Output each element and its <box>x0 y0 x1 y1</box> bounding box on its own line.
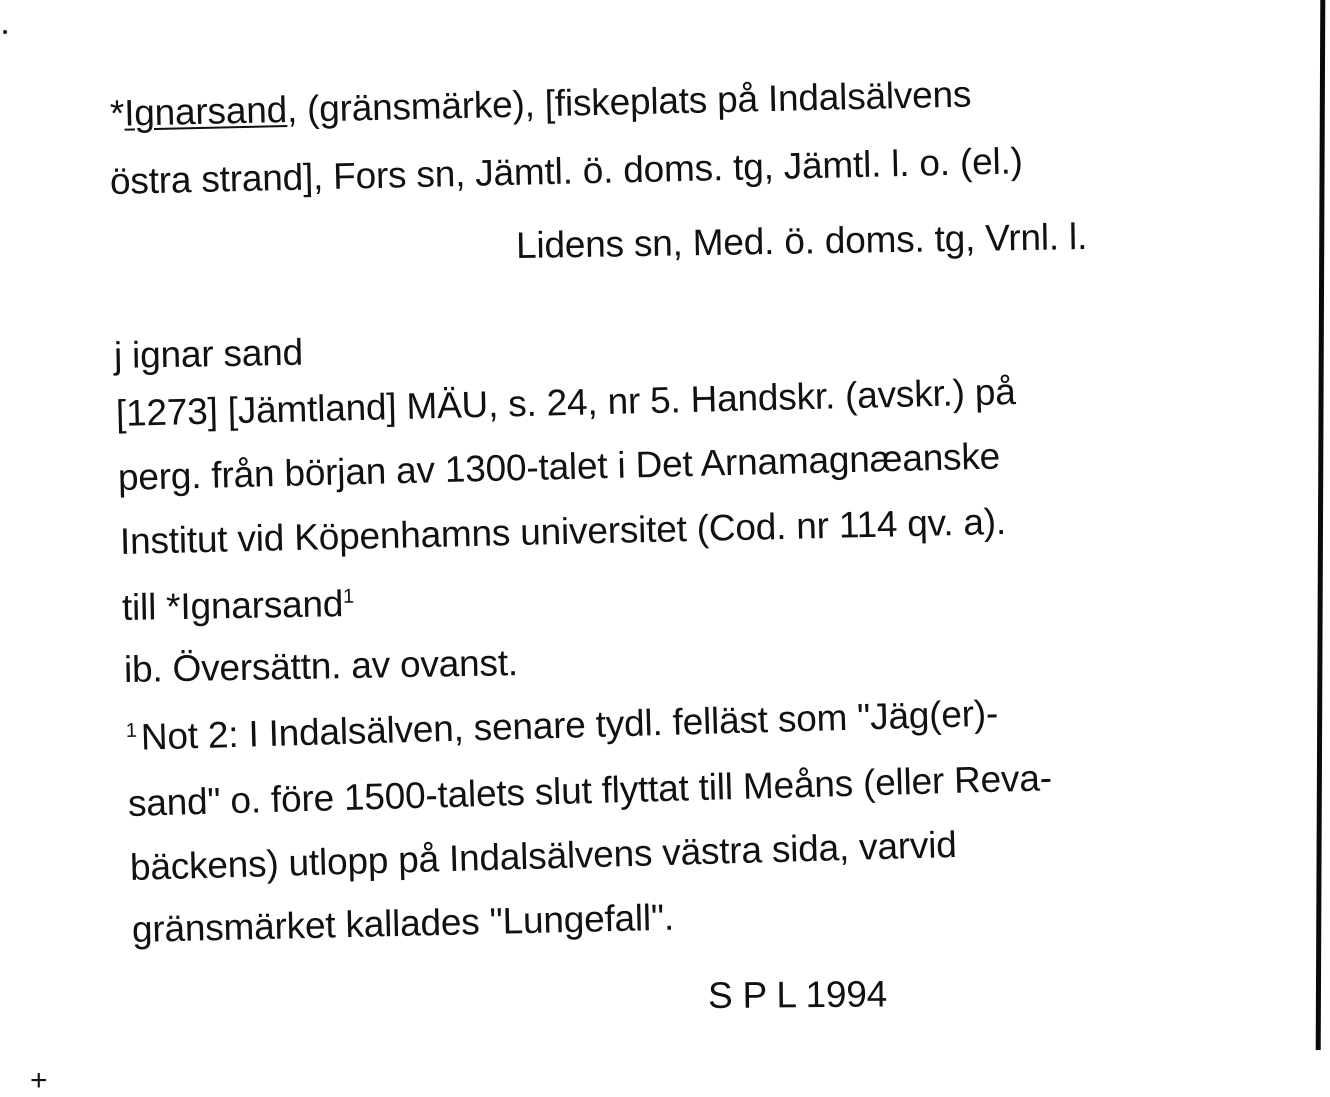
translation-text: till *Ignarsand <box>121 583 344 628</box>
translation-line-1 <box>122 582 355 630</box>
entry-location-line: östra strand], Fors sn, Jämtl. ö. doms. tg, Jämtl. l. o. (el.) <box>109 140 1024 202</box>
signature: S P L 1994 <box>707 973 888 1016</box>
footnote-reference: 1 <box>342 585 355 608</box>
note-line-4: gränsmärket kallades "Lungefall". <box>131 896 675 950</box>
margin-cross-mark: + <box>30 1064 48 1097</box>
note-text-1: Not 2: I Indalsälven, senare tydl. felläst som "Jäg(er)- <box>140 692 999 758</box>
entry-alt-location-line: Lidens sn, Med. ö. doms. tg, Vrnl. l. <box>515 216 1088 266</box>
source-citation-line-3: Institut vid Köpenhamns universitet (Cod. nr 114 qv. a). <box>119 500 1007 562</box>
note-line-2: sand" o. före 1500-talets slut flyttat till Meåns (eller Reva- <box>127 757 1053 824</box>
note-line-1 <box>125 692 998 760</box>
note-line-3: bäckens) utlopp på Indalsälvens västra sida, varvid <box>129 823 958 888</box>
scan-speck <box>3 30 7 34</box>
translation-line-2: ib. Översättn. av ovanst. <box>123 642 519 690</box>
source-citation-line-1: [1273] [Jämtland] MÄU, s. 24, nr 5. Handskr. (avskr.) på <box>115 371 1017 434</box>
source-citation-line-2: perg. från början av 1300-talet i Det Arnamagnæanske <box>117 435 1001 498</box>
headword: Ignarsand <box>123 88 288 134</box>
source-form: j ignar sand <box>113 331 304 376</box>
entry-headword-line <box>110 72 972 136</box>
headword-asterisk: * <box>109 92 125 134</box>
card-edge-line <box>1316 0 1326 1050</box>
footnote-mark: 1 <box>125 719 138 742</box>
headword-description: , (gränsmärke), [fiskeplats på Indalsälvens <box>286 73 972 130</box>
